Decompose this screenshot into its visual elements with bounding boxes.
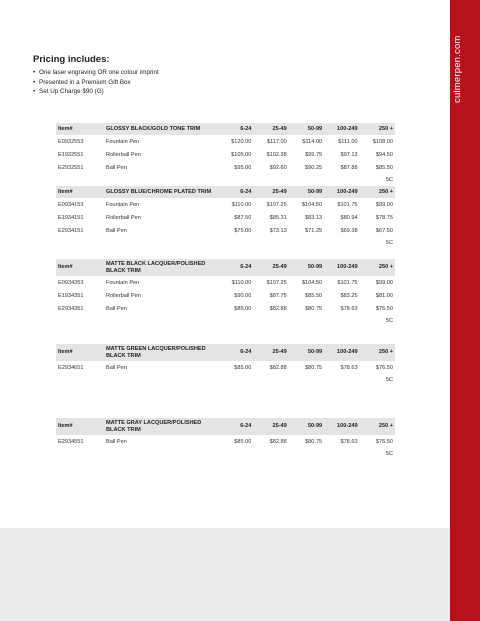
cell-price: $105.00 — [231, 151, 252, 158]
table-row — [56, 435, 395, 448]
cell-price: $110.00 — [231, 279, 252, 286]
pricing-item: • Presented in a Premium Gift Box — [33, 78, 333, 88]
col-header-qty: 100-249 — [324, 123, 359, 135]
cell-price: $76.50 — [375, 364, 393, 371]
cell-price: $78.75 — [375, 214, 393, 221]
table-code-row — [56, 237, 395, 249]
col-header-qty: 250 + — [360, 259, 395, 276]
col-header-qty: 6-24 — [218, 418, 253, 435]
price-code: 5C — [385, 177, 393, 183]
cell-price: $107.25 — [266, 279, 287, 286]
cell-item-number: E0934153 — [58, 201, 84, 208]
cell-price: $87.75 — [269, 292, 287, 299]
cell-price: $78.63 — [340, 364, 358, 371]
price-table-matte-black — [56, 259, 395, 327]
price-code: 5C — [385, 318, 393, 324]
cell-price: $107.25 — [266, 201, 287, 208]
cell-item-number: E1934351 — [58, 292, 84, 299]
cell-price: $104.50 — [301, 279, 323, 286]
col-header-qty: 6-24 — [218, 344, 253, 361]
cell-description: Fountain Pen — [106, 279, 140, 286]
col-header-qty: 50-99 — [289, 186, 324, 198]
cell-price: $82.88 — [269, 305, 287, 312]
col-header-finish: GLOSSY BLACK/GOLD TONE TRIM — [104, 123, 218, 135]
table-header-row — [56, 259, 395, 276]
col-header-qty: 250 + — [360, 418, 395, 435]
col-header-qty: 25-49 — [253, 259, 288, 276]
cell-price: $78.63 — [340, 305, 358, 312]
cell-price: $87.88 — [340, 164, 358, 171]
cell-price: $102.38 — [266, 151, 287, 158]
cell-price: $104.50 — [301, 201, 323, 208]
col-header-qty: 50-99 — [289, 259, 324, 276]
col-header-qty: 25-49 — [253, 186, 288, 198]
col-header-item: Item# — [56, 418, 104, 435]
cell-price: $120.00 — [231, 138, 252, 145]
cell-item-number: E0932553 — [58, 138, 84, 145]
brand-side-bar — [450, 0, 480, 621]
cell-description: Rollerball Pen — [106, 292, 141, 299]
price-code: 5C — [385, 240, 393, 246]
col-header-qty: 50-99 — [289, 418, 324, 435]
cell-item-number: E2934651 — [58, 364, 84, 371]
cell-price: $117.00 — [266, 138, 287, 145]
cell-price: $97.13 — [340, 151, 358, 158]
cell-price: $101.75 — [337, 201, 358, 208]
table-row — [56, 161, 395, 174]
col-header-item: Item# — [56, 186, 104, 198]
col-header-finish: GLOSSY BLUE/CHROME PLATED TRIM — [104, 186, 218, 198]
pricing-item: • Set Up Charge $90 (G) — [33, 87, 333, 97]
cell-description: Fountain Pen — [106, 201, 140, 208]
table-header-row — [56, 123, 395, 135]
cell-item-number: E2934151 — [58, 227, 84, 234]
cell-item-number: E2934351 — [58, 305, 84, 312]
cell-price: $114.00 — [302, 138, 323, 145]
cell-price: $85.00 — [234, 438, 252, 445]
cell-description: Rollerball Pen — [106, 151, 141, 158]
col-header-qty: 50-99 — [289, 344, 324, 361]
price-code: 5C — [385, 451, 393, 457]
table-row — [56, 135, 395, 148]
cell-price: $83.13 — [305, 214, 323, 221]
col-header-qty: 25-49 — [253, 418, 288, 435]
cell-price: $92.60 — [269, 164, 287, 171]
cell-description: Ball Pen — [106, 305, 127, 312]
col-header-qty: 250 + — [360, 344, 395, 361]
cell-price: $110.00 — [231, 201, 252, 208]
cell-price: $99.00 — [375, 201, 393, 208]
col-header-qty: 6-24 — [218, 259, 253, 276]
table-code-row — [56, 315, 395, 327]
col-header-item: Item# — [56, 344, 104, 361]
cell-price: $73.13 — [269, 227, 287, 234]
table-row — [56, 148, 395, 161]
col-header-qty: 100-249 — [324, 344, 359, 361]
table-row — [56, 276, 395, 289]
cell-price: $71.25 — [305, 227, 323, 234]
cell-description: Fountain Pen — [106, 138, 140, 145]
brand-site-text: culmerpen.com — [452, 35, 463, 103]
cell-price: $99.75 — [305, 151, 323, 158]
col-header-qty: 25-49 — [253, 123, 288, 135]
cell-price: $67.50 — [375, 227, 393, 234]
table-header-row — [56, 344, 395, 361]
cell-item-number: E0934353 — [58, 279, 84, 286]
table-row — [56, 361, 395, 374]
cell-price: $85.50 — [375, 164, 393, 171]
cell-price: $81.00 — [375, 292, 393, 299]
cell-item-number: E1934151 — [58, 214, 84, 221]
price-code: 5C — [385, 377, 393, 383]
cell-item-number: E1932551 — [58, 151, 84, 158]
cell-price: $80.94 — [340, 214, 358, 221]
cell-description: Ball Pen — [106, 438, 127, 445]
cell-item-number: E2932551 — [58, 164, 84, 171]
cell-item-number: E2934551 — [58, 438, 84, 445]
cell-price: $69.38 — [340, 227, 358, 234]
cell-price: $85.00 — [234, 364, 252, 371]
col-header-finish: MATTE GREEN LACQUER/POLISHED BLACK TRIM — [104, 344, 218, 361]
cell-price: $85.50 — [305, 292, 323, 299]
col-header-qty: 100-249 — [324, 186, 359, 198]
cell-price: $82.88 — [269, 364, 287, 371]
price-table-glossy-blue — [56, 186, 395, 249]
cell-price: $108.00 — [372, 138, 393, 145]
col-header-item: Item# — [56, 123, 104, 135]
col-header-finish: MATTE BLACK LACQUER/POLISHED BLACK TRIM — [104, 259, 218, 276]
table-row — [56, 302, 395, 315]
cell-price: $76.50 — [375, 305, 393, 312]
col-header-qty: 100-249 — [324, 259, 359, 276]
cell-description: Rollerball Pen — [106, 214, 141, 221]
cell-price: $80.75 — [305, 364, 323, 371]
cell-price: $83.25 — [340, 292, 358, 299]
cell-price: $85.00 — [234, 305, 252, 312]
cell-price: $101.75 — [337, 279, 358, 286]
price-table-matte-green — [56, 344, 395, 386]
pricing-list — [33, 68, 333, 97]
footer-band — [0, 528, 450, 621]
cell-description: Ball Pen — [106, 164, 127, 171]
cell-price: $80.75 — [305, 438, 323, 445]
table-code-row — [56, 448, 395, 460]
price-table-glossy-black — [56, 123, 395, 186]
col-header-qty: 50-99 — [289, 123, 324, 135]
table-header-row — [56, 186, 395, 198]
cell-price: $90.00 — [234, 292, 252, 299]
cell-price: $90.25 — [305, 164, 323, 171]
col-header-item: Item# — [56, 259, 104, 276]
table-row — [56, 224, 395, 237]
cell-price: $95.00 — [234, 164, 252, 171]
table-row — [56, 289, 395, 302]
table-code-row — [56, 174, 395, 186]
col-header-qty: 250 + — [360, 186, 395, 198]
table-code-row — [56, 374, 395, 386]
table-header-row — [56, 418, 395, 435]
cell-price: $111.00 — [338, 138, 358, 145]
cell-price: $78.63 — [340, 438, 358, 445]
cell-description: Ball Pen — [106, 227, 127, 234]
cell-price: $85.31 — [269, 214, 287, 221]
cell-price: $75.00 — [234, 227, 252, 234]
cell-description: Ball Pen — [106, 364, 127, 371]
cell-price: $82.88 — [269, 438, 287, 445]
price-table-matte-gray — [56, 418, 395, 460]
col-header-qty: 25-49 — [253, 344, 288, 361]
cell-price: $80.75 — [305, 305, 323, 312]
pricing-heading: Pricing includes: — [33, 54, 110, 65]
col-header-qty: 6-24 — [218, 186, 253, 198]
cell-price: $99.00 — [375, 279, 393, 286]
col-header-finish: MATTE GRAY LACQUER/POLISHED BLACK TRIM — [104, 418, 218, 435]
col-header-qty: 250 + — [360, 123, 395, 135]
cell-price: $76.50 — [375, 438, 393, 445]
table-row — [56, 211, 395, 224]
cell-price: $94.50 — [375, 151, 393, 158]
pricing-item: • One laser engraving OR one colour imprint — [33, 68, 333, 78]
col-header-qty: 100-249 — [324, 418, 359, 435]
cell-price: $87.50 — [234, 214, 252, 221]
table-row — [56, 198, 395, 211]
pricing-includes — [33, 54, 333, 97]
col-header-qty: 6-24 — [218, 123, 253, 135]
